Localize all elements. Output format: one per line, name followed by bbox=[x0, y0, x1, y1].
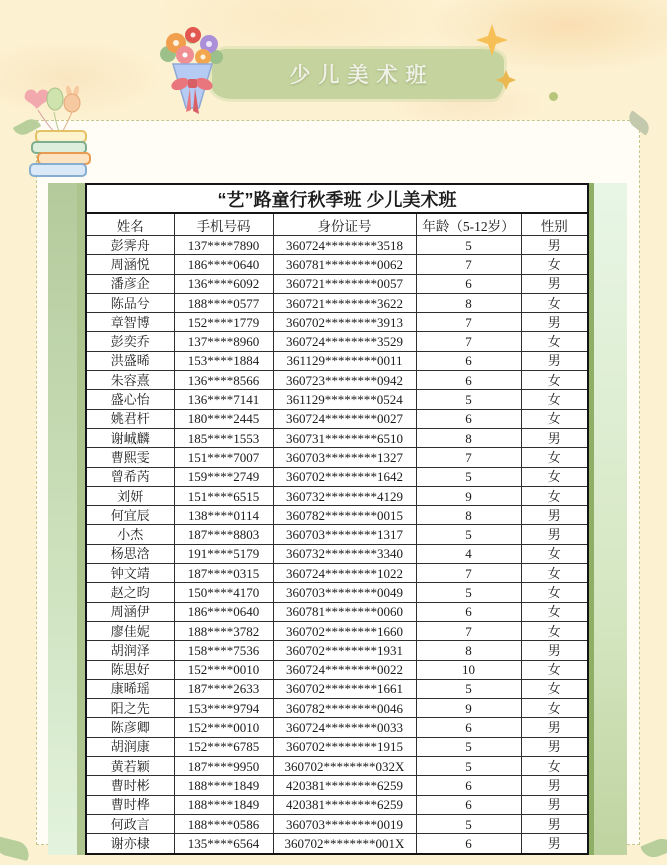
cell-id-number: 420381********6259 bbox=[273, 795, 416, 814]
cell-age: 6 bbox=[416, 718, 521, 737]
cell-phone: 187****0315 bbox=[174, 564, 273, 583]
cell-gender: 女 bbox=[521, 757, 588, 776]
cell-name: 洪盛晞 bbox=[86, 351, 174, 370]
cell-phone: 191****5179 bbox=[174, 544, 273, 563]
cell-age: 7 bbox=[416, 255, 521, 274]
cell-age: 6 bbox=[416, 834, 521, 854]
class-banner bbox=[212, 49, 504, 99]
table-row bbox=[86, 699, 588, 718]
cell-id-number: 360782********0046 bbox=[273, 699, 416, 718]
leaf-icon bbox=[0, 836, 32, 861]
cell-id-number: 360702********001X bbox=[273, 834, 416, 854]
cell-gender: 男 bbox=[521, 236, 588, 255]
table-row bbox=[86, 544, 588, 563]
cell-age: 6 bbox=[416, 602, 521, 621]
cell-gender: 女 bbox=[521, 448, 588, 467]
cell-age: 6 bbox=[416, 351, 521, 370]
green-band-left bbox=[48, 183, 77, 855]
cell-name: 廖佳妮 bbox=[86, 621, 174, 640]
cell-id-number: 360724********0022 bbox=[273, 660, 416, 679]
cell-id-number: 360702********032X bbox=[273, 757, 416, 776]
cell-name: 朱容熹 bbox=[86, 371, 174, 390]
cell-name: 何宜辰 bbox=[86, 506, 174, 525]
cell-name: 胡润康 bbox=[86, 737, 174, 756]
table-row bbox=[86, 602, 588, 621]
cell-gender: 女 bbox=[521, 699, 588, 718]
cell-age: 6 bbox=[416, 274, 521, 293]
table-row bbox=[86, 351, 588, 370]
cell-age: 7 bbox=[416, 332, 521, 351]
cell-name: 姚君杆 bbox=[86, 409, 174, 428]
cell-gender: 男 bbox=[521, 641, 588, 660]
roster-body bbox=[86, 184, 588, 854]
cell-age: 8 bbox=[416, 293, 521, 312]
cell-id-number: 360702********1931 bbox=[273, 641, 416, 660]
cell-id-number: 360732********4129 bbox=[273, 486, 416, 505]
cell-name: 谢亦棣 bbox=[86, 834, 174, 854]
cell-name: 陈彦卿 bbox=[86, 718, 174, 737]
cell-name: 章智博 bbox=[86, 313, 174, 332]
table-row bbox=[86, 409, 588, 428]
cell-gender: 女 bbox=[521, 602, 588, 621]
cell-gender: 男 bbox=[521, 814, 588, 833]
table-row bbox=[86, 293, 588, 312]
cell-gender: 男 bbox=[521, 428, 588, 447]
cell-age: 6 bbox=[416, 795, 521, 814]
balloons-icon bbox=[24, 84, 106, 191]
cell-phone: 151****6515 bbox=[174, 486, 273, 505]
cell-name: 阳之先 bbox=[86, 699, 174, 718]
table-header-row bbox=[86, 213, 588, 236]
cell-phone: 152****1779 bbox=[174, 313, 273, 332]
cell-phone: 186****0640 bbox=[174, 602, 273, 621]
cell-name: 周涵悦 bbox=[86, 255, 174, 274]
cell-age: 6 bbox=[416, 371, 521, 390]
cell-age: 10 bbox=[416, 660, 521, 679]
table-row bbox=[86, 814, 588, 833]
cell-age: 8 bbox=[416, 506, 521, 525]
table-row bbox=[86, 660, 588, 679]
cell-age: 6 bbox=[416, 776, 521, 795]
green-strip-left bbox=[77, 183, 85, 855]
cell-phone: 153****9794 bbox=[174, 699, 273, 718]
cell-gender: 男 bbox=[521, 718, 588, 737]
cell-phone: 158****7536 bbox=[174, 641, 273, 660]
cell-gender: 女 bbox=[521, 564, 588, 583]
cell-name: 陈思好 bbox=[86, 660, 174, 679]
cell-id-number: 360781********0062 bbox=[273, 255, 416, 274]
cell-name: 胡润泽 bbox=[86, 641, 174, 660]
cell-phone: 188****3782 bbox=[174, 621, 273, 640]
cell-name: 周涵伊 bbox=[86, 602, 174, 621]
table-row bbox=[86, 679, 588, 698]
cell-phone: 188****1849 bbox=[174, 776, 273, 795]
table-row bbox=[86, 255, 588, 274]
col-header-name: 姓名 bbox=[86, 213, 174, 236]
cell-age: 4 bbox=[416, 544, 521, 563]
table-row bbox=[86, 795, 588, 814]
cell-phone: 152****0010 bbox=[174, 718, 273, 737]
cell-age: 8 bbox=[416, 428, 521, 447]
cell-id-number: 361129********0524 bbox=[273, 390, 416, 409]
cell-name: 杨思浛 bbox=[86, 544, 174, 563]
cell-id-number: 360781********0060 bbox=[273, 602, 416, 621]
table-row bbox=[86, 486, 588, 505]
cell-gender: 女 bbox=[521, 255, 588, 274]
table-row bbox=[86, 737, 588, 756]
cell-name: 盛心怡 bbox=[86, 390, 174, 409]
cell-gender: 女 bbox=[521, 390, 588, 409]
cell-age: 9 bbox=[416, 486, 521, 505]
cell-age: 5 bbox=[416, 390, 521, 409]
cell-phone: 136****6092 bbox=[174, 274, 273, 293]
cell-id-number: 360721********0057 bbox=[273, 274, 416, 293]
leaf-icon bbox=[640, 835, 667, 862]
table-row bbox=[86, 313, 588, 332]
cell-id-number: 361129********0011 bbox=[273, 351, 416, 370]
cell-gender: 女 bbox=[521, 371, 588, 390]
cell-name: 钟文靖 bbox=[86, 564, 174, 583]
green-band-right bbox=[594, 183, 627, 855]
table-row bbox=[86, 448, 588, 467]
cell-gender: 女 bbox=[521, 544, 588, 563]
cell-phone: 137****7890 bbox=[174, 236, 273, 255]
cell-gender: 男 bbox=[521, 506, 588, 525]
cell-age: 5 bbox=[416, 525, 521, 544]
cell-name: 康晞瑶 bbox=[86, 679, 174, 698]
cell-age: 7 bbox=[416, 448, 521, 467]
cell-gender: 男 bbox=[521, 351, 588, 370]
col-header-age: 年龄（5-12岁） bbox=[416, 213, 521, 236]
cell-phone: 188****0586 bbox=[174, 814, 273, 833]
cell-phone: 180****2445 bbox=[174, 409, 273, 428]
col-header-phone: 手机号码 bbox=[174, 213, 273, 236]
cell-name: 彭霁舟 bbox=[86, 236, 174, 255]
cell-gender: 女 bbox=[521, 467, 588, 486]
cell-id-number: 360702********3913 bbox=[273, 313, 416, 332]
cell-id-number: 360724********1022 bbox=[273, 564, 416, 583]
cell-id-number: 360703********1327 bbox=[273, 448, 416, 467]
cell-age: 7 bbox=[416, 313, 521, 332]
cell-id-number: 360731********6510 bbox=[273, 428, 416, 447]
cell-age: 5 bbox=[416, 467, 521, 486]
cell-gender: 女 bbox=[521, 679, 588, 698]
table-row bbox=[86, 236, 588, 255]
cell-name: 曹时彬 bbox=[86, 776, 174, 795]
cell-id-number: 360703********1317 bbox=[273, 525, 416, 544]
table-row bbox=[86, 621, 588, 640]
cell-phone: 188****1849 bbox=[174, 795, 273, 814]
cell-age: 5 bbox=[416, 236, 521, 255]
cell-name: 曹时桦 bbox=[86, 795, 174, 814]
cell-gender: 男 bbox=[521, 737, 588, 756]
cell-phone: 136****8566 bbox=[174, 371, 273, 390]
cell-age: 9 bbox=[416, 699, 521, 718]
cell-phone: 159****2749 bbox=[174, 467, 273, 486]
cell-phone: 135****6564 bbox=[174, 834, 273, 854]
cell-age: 6 bbox=[416, 409, 521, 428]
cell-age: 5 bbox=[416, 814, 521, 833]
banner-title: 少儿美术班 bbox=[289, 64, 435, 87]
cell-phone: 187****2633 bbox=[174, 679, 273, 698]
cell-gender: 女 bbox=[521, 332, 588, 351]
cell-phone: 186****0640 bbox=[174, 255, 273, 274]
cell-id-number: 360732********3340 bbox=[273, 544, 416, 563]
cell-gender: 女 bbox=[521, 660, 588, 679]
cell-age: 5 bbox=[416, 679, 521, 698]
books-stack-icon bbox=[30, 131, 90, 176]
roster-table bbox=[85, 183, 589, 855]
cell-name: 潘彦企 bbox=[86, 274, 174, 293]
table-row bbox=[86, 274, 588, 293]
bouquet-icon bbox=[146, 24, 238, 125]
cell-phone: 152****6785 bbox=[174, 737, 273, 756]
cell-name: 刘妍 bbox=[86, 486, 174, 505]
cell-name: 陈品兮 bbox=[86, 293, 174, 312]
table-row bbox=[86, 641, 588, 660]
cell-phone: 152****0010 bbox=[174, 660, 273, 679]
table-row bbox=[86, 757, 588, 776]
cell-age: 5 bbox=[416, 737, 521, 756]
cell-gender: 女 bbox=[521, 486, 588, 505]
cell-phone: 138****0114 bbox=[174, 506, 273, 525]
col-header-gender: 性别 bbox=[521, 213, 588, 236]
table-row bbox=[86, 332, 588, 351]
cell-gender: 女 bbox=[521, 409, 588, 428]
cell-id-number: 360703********0019 bbox=[273, 814, 416, 833]
cell-phone: 188****0577 bbox=[174, 293, 273, 312]
cell-phone: 150****4170 bbox=[174, 583, 273, 602]
table-row bbox=[86, 776, 588, 795]
cell-phone: 137****8960 bbox=[174, 332, 273, 351]
sparkle-icon bbox=[476, 24, 524, 99]
paint-dot-icon bbox=[549, 92, 558, 101]
cell-name: 赵之昀 bbox=[86, 583, 174, 602]
cell-name: 黄若颖 bbox=[86, 757, 174, 776]
table-row bbox=[86, 718, 588, 737]
table-row bbox=[86, 583, 588, 602]
table-row bbox=[86, 525, 588, 544]
cell-age: 5 bbox=[416, 757, 521, 776]
cell-gender: 女 bbox=[521, 583, 588, 602]
cell-id-number: 360702********1915 bbox=[273, 737, 416, 756]
cell-id-number: 360724********3518 bbox=[273, 236, 416, 255]
cell-name: 何政言 bbox=[86, 814, 174, 833]
table-row bbox=[86, 506, 588, 525]
cell-name: 彭奕乔 bbox=[86, 332, 174, 351]
cell-gender: 女 bbox=[521, 293, 588, 312]
cell-id-number: 360782********0015 bbox=[273, 506, 416, 525]
cell-id-number: 360702********1661 bbox=[273, 679, 416, 698]
cell-phone: 153****1884 bbox=[174, 351, 273, 370]
cell-id-number: 360702********1660 bbox=[273, 621, 416, 640]
cell-gender: 男 bbox=[521, 313, 588, 332]
cell-id-number: 360724********3529 bbox=[273, 332, 416, 351]
cell-name: 谢峸麟 bbox=[86, 428, 174, 447]
roster-table-wrap bbox=[48, 183, 627, 855]
cell-phone: 187****8803 bbox=[174, 525, 273, 544]
cell-id-number: 360723********0942 bbox=[273, 371, 416, 390]
table-title-row bbox=[86, 184, 588, 213]
cell-age: 8 bbox=[416, 641, 521, 660]
cell-name: 小杰 bbox=[86, 525, 174, 544]
cell-gender: 男 bbox=[521, 274, 588, 293]
table-row bbox=[86, 564, 588, 583]
cell-id-number: 360724********0027 bbox=[273, 409, 416, 428]
cell-age: 7 bbox=[416, 621, 521, 640]
table-row bbox=[86, 467, 588, 486]
cell-id-number: 360702********1642 bbox=[273, 467, 416, 486]
cell-name: 曾希芮 bbox=[86, 467, 174, 486]
cell-gender: 女 bbox=[521, 621, 588, 640]
cell-id-number: 360724********0033 bbox=[273, 718, 416, 737]
cell-id-number: 360721********3622 bbox=[273, 293, 416, 312]
cell-id-number: 360703********0049 bbox=[273, 583, 416, 602]
table-row bbox=[86, 371, 588, 390]
table-row bbox=[86, 834, 588, 854]
table-row bbox=[86, 390, 588, 409]
cell-gender: 男 bbox=[521, 795, 588, 814]
col-header-id-number: 身份证号 bbox=[273, 213, 416, 236]
cell-phone: 151****7007 bbox=[174, 448, 273, 467]
cell-phone: 185****1553 bbox=[174, 428, 273, 447]
table-row bbox=[86, 428, 588, 447]
cell-gender: 男 bbox=[521, 776, 588, 795]
cell-id-number: 420381********6259 bbox=[273, 776, 416, 795]
cell-gender: 男 bbox=[521, 525, 588, 544]
cell-age: 5 bbox=[416, 583, 521, 602]
table-title: “艺”路童行秋季班 少儿美术班 bbox=[86, 184, 588, 213]
cell-phone: 136****7141 bbox=[174, 390, 273, 409]
cell-phone: 187****9950 bbox=[174, 757, 273, 776]
cell-name: 曹熙雯 bbox=[86, 448, 174, 467]
cell-gender: 男 bbox=[521, 834, 588, 854]
cell-age: 7 bbox=[416, 564, 521, 583]
